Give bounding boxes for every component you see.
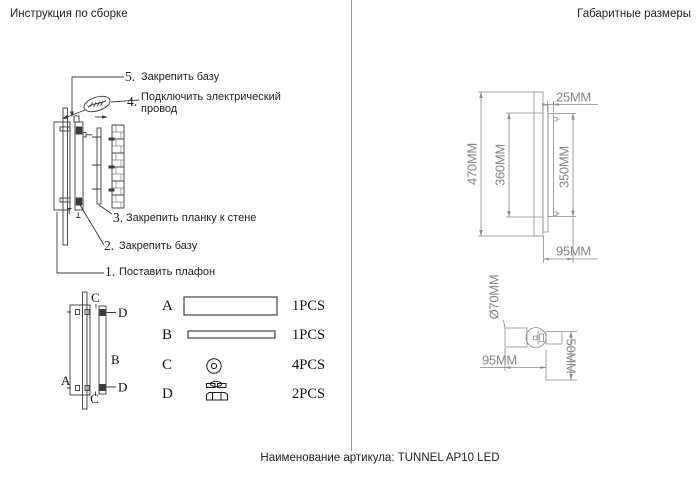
leader-step3 — [99, 205, 112, 214]
step3-number: 3. — [113, 210, 124, 225]
left-panel-title: Инструкция по сборке — [10, 8, 128, 20]
base-block-bottom — [76, 198, 82, 206]
dim-d70-label: Ø70MM — [486, 274, 502, 320]
assembly-diagram — [54, 69, 281, 279]
step1-label: Поставить плафон — [119, 266, 216, 278]
right-panel-title: Габаритные размеры — [577, 8, 691, 20]
dim-470-label: 470MM — [464, 143, 480, 185]
strip-block-top — [100, 309, 106, 316]
d-leaders — [107, 313, 117, 388]
step4-label-line1: Подключить электрический — [141, 91, 281, 103]
dim-350-label: 350MM — [556, 146, 572, 188]
step1-number: 1. — [105, 264, 116, 279]
wall-anchor-3 — [109, 189, 115, 192]
sv-body — [534, 92, 543, 236]
part-a-qty: 1PCS — [292, 298, 326, 314]
step5-number: 5. — [125, 69, 136, 84]
label-b: B — [111, 352, 120, 367]
label-c-bottom: C — [90, 391, 99, 406]
mounting-strip — [97, 128, 101, 204]
sv-strip — [548, 114, 554, 217]
label-a: A — [61, 373, 71, 388]
step4-number: 4. — [127, 94, 138, 109]
dim-360-label: 360MM — [492, 144, 508, 186]
article-name: Наименование артикула: TUNNEL AP10 LED — [260, 452, 500, 464]
dim-95-label: 95MM — [556, 243, 591, 259]
exploded-view — [61, 290, 127, 409]
part-a-letter: A — [162, 298, 173, 314]
strip-block-bottom — [100, 384, 106, 391]
top-view-drawing — [480, 275, 579, 380]
base-channel — [75, 122, 83, 210]
step2-number: 2. — [104, 238, 115, 253]
part-b-qty: 1PCS — [292, 327, 326, 343]
step4-label-line2: провод — [141, 103, 178, 115]
leader-step2 — [80, 205, 104, 245]
part-a-shape — [184, 297, 277, 315]
strip-holes — [92, 137, 101, 189]
part-c-shape — [207, 359, 221, 373]
dim-d70-leader — [504, 320, 506, 329]
joint-screw-tl — [76, 310, 80, 315]
step3-label: Закрепить планку к стене — [126, 212, 257, 224]
step2-label: Закрепить базу — [119, 240, 198, 252]
part-d-qty: 2PCS — [292, 386, 326, 402]
tv-connector — [534, 331, 544, 344]
part-c-letter: C — [162, 357, 173, 373]
parts-list — [162, 297, 325, 402]
wire-terminal — [74, 116, 79, 122]
tv-shade-circle — [526, 328, 546, 348]
tv-wall-bracket — [546, 332, 562, 345]
c-ticks — [96, 304, 97, 396]
part-b-letter: B — [162, 327, 173, 343]
joint-screw-bl — [76, 386, 80, 391]
exploded-strip — [99, 306, 106, 394]
dim-360-lines — [506, 113, 543, 217]
part-c-shape-inner — [211, 363, 216, 368]
sv-backplate — [543, 105, 548, 232]
leader-step1 — [57, 212, 104, 273]
dim-470-lines — [478, 92, 543, 236]
wall-anchor-1 — [109, 138, 115, 141]
part-d-shape — [207, 381, 228, 400]
wire-detail-bubble — [82, 93, 112, 114]
dim-25-label: 25MM — [556, 89, 591, 105]
part-c-qty: 4PCS — [292, 357, 326, 373]
dim-50-label: 50MM — [563, 338, 579, 374]
tv-arm — [505, 328, 527, 347]
lamp-tube — [63, 108, 68, 245]
tube-holder-bottom — [60, 198, 70, 202]
label-d-bottom: D — [118, 379, 128, 395]
base-block-top — [76, 127, 82, 135]
strip-screw — [83, 133, 86, 138]
label-d-top: D — [118, 305, 128, 320]
side-view-drawing — [465, 90, 599, 264]
step5-label: Закрепить базу — [141, 71, 220, 83]
tube-holder-top — [60, 127, 70, 131]
part-b-shape — [188, 331, 275, 338]
dim-95t-label: 95MM — [482, 352, 517, 368]
leader-step5 — [72, 77, 124, 113]
label-c-top: C — [91, 290, 100, 305]
part-d-letter: D — [162, 386, 173, 402]
wall-anchor-2 — [109, 166, 115, 169]
